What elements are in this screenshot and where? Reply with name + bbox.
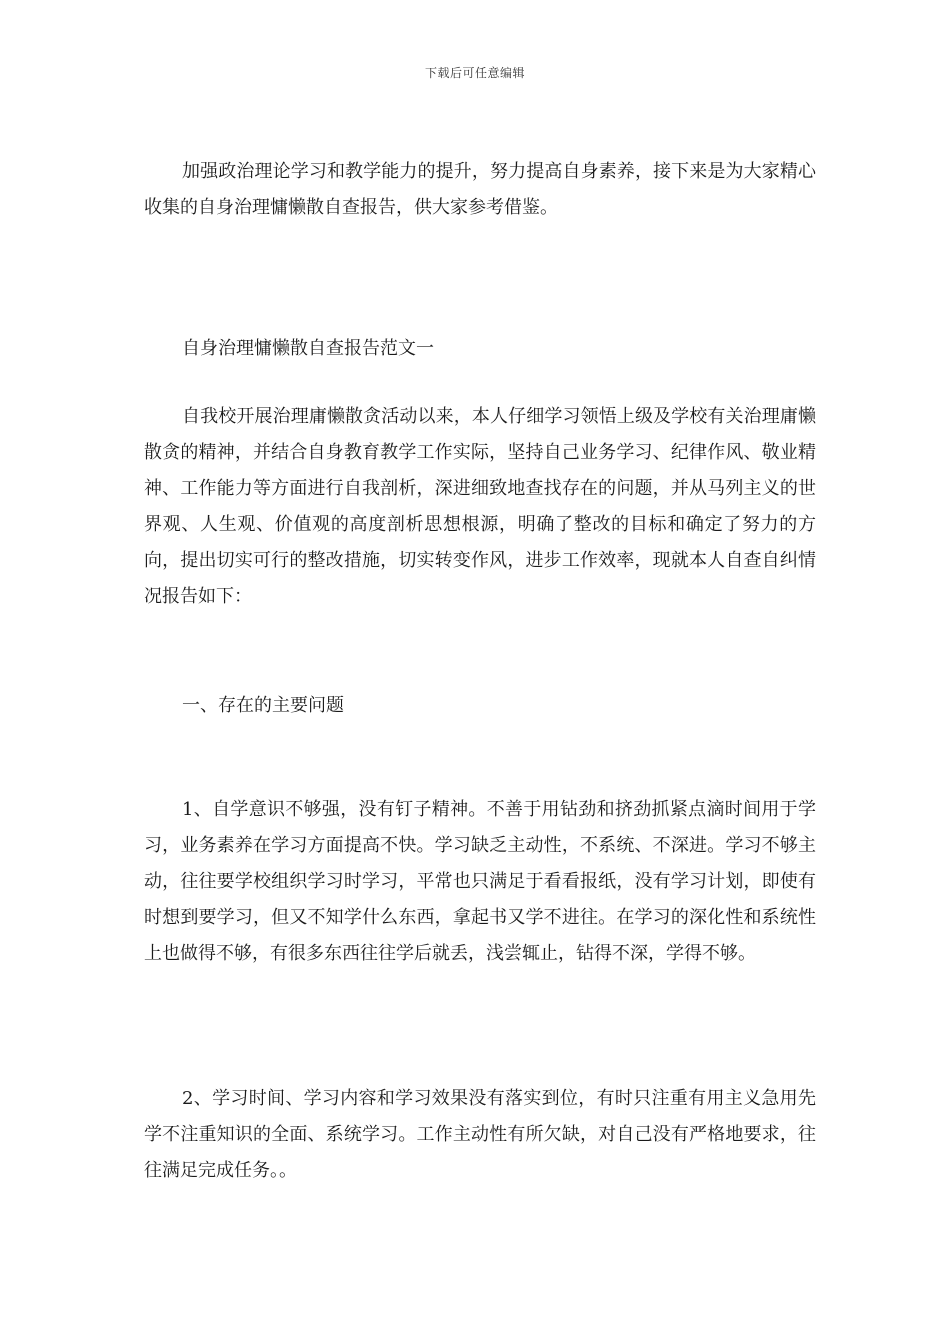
problem-item-2: 2、学习时间、学习内容和学习效果没有落实到位，有时只注重有用主义急用先学不注重知识的全面、系统学习。工作主动性有所欠缺，对自己没有严格地要求，往往满足完成任务。。 — [144, 1088, 816, 1181]
page-header-note: 下载后可任意编辑 — [424, 66, 525, 80]
section-title: 自身治理慵懒散自查报告范文一 — [182, 338, 434, 359]
body-paragraph: 自我校开展治理庸懒散贪活动以来，本人仔细学习领悟上级及学校有关治理庸懒散贪的精神，并结合自身教育教学工作实际，坚持自己业务学习、纪律作风、敬业精神、工作能力等方面进行自我剖析，深进细致地查找存在的问题，并从马列主义的世界观、人生观、价值观的高度剖析思想根源，明确了整改的目标和确定了努力的方向，提出切实可行的整改措施，切实转变作风，进步工作效率，现就本人自查自纠情况报告如下： — [144, 406, 816, 607]
intro-paragraph: 加强政治理论学习和教学能力的提升，努力提高自身素养，接下来是为大家精心收集的自身治理慵懒散自查报告，供大家参考借鉴。 — [144, 161, 816, 218]
problems-heading: 一、存在的主要问题 — [182, 695, 344, 716]
problem-item-1: 1、自学意识不够强，没有钉子精神。不善于用钻劲和挤劲抓紧点滴时间用于学习，业务素养在学习方面提高不快。学习缺乏主动性，不系统、不深进。学习不够主动，往往要学校组织学习时学习，平常也只满足于看看报纸，没有学习计划，即使有时想到要学习，但又不知学什么东西，拿起书又学不进往。在学习的深化性和系统性上也做得不够，有很多东西往往学后就丢，浅尝辄止，钻得不深，学得不够。 — [144, 799, 816, 964]
